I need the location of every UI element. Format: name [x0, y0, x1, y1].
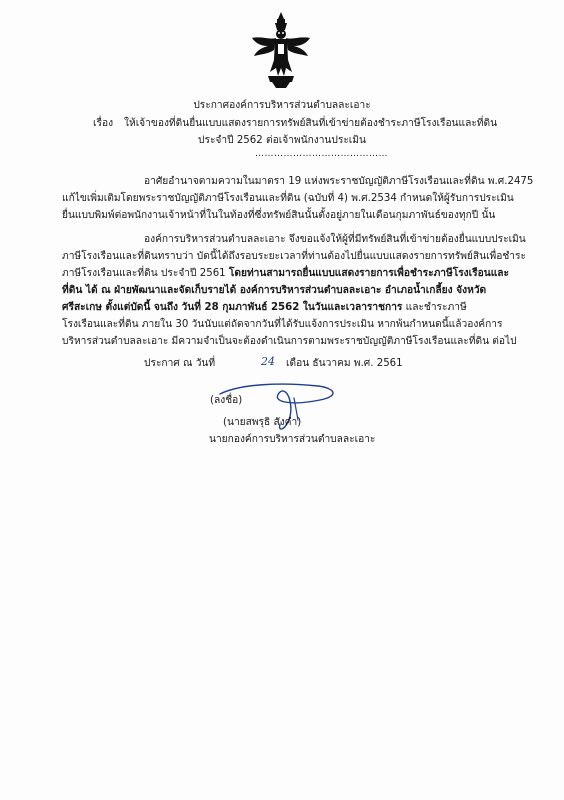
paragraph-2-line-5 [62, 301, 467, 314]
separator-dots: …………………………………… [255, 149, 388, 159]
announcement-title: ประกาศองค์การบริหารส่วนตำบลละเอาะ [193, 100, 371, 111]
fiscal-year-text: ภาษีโรงเรือนและที่ดิน ประจำปี 2561 [62, 268, 229, 279]
paragraph-2-line-3 [62, 267, 509, 280]
fiscal-year-line: ประจำปี 2562 ต่อเจ้าพนักงานประเมิน [198, 135, 366, 146]
paragraph-2-line-4: ที่ดิน ได้ ณ ฝ่ายพัฒนาและจัดเก็บรายได้ องค์การบริหารส่วนตำบลละเอาะ อำเภอน้ำเกลี้ยง จังหวัด [62, 285, 487, 296]
deadline-text: ศรีสะเกษ ตั้งแต่บัดนี้ จนถึง วันที่ 28 กุมภาพันธ์ 2562 ในวันและเวลาราชการ [62, 302, 403, 313]
paragraph-2-line-1: องค์การบริหารส่วนตำบลละเอาะ จึงขอแจ้งให้ผู้ที่มีทรัพย์สินที่เข้าข่ายต้องยื่นแบบประเมิน [144, 234, 526, 245]
paragraph-1-line-3: ยื่นแบบพิมพ์ต่อพนักงานเจ้าหน้าที่ในในท้องที่ซึ่งทรัพย์สินนั้นตั้งอยู่ภายในเดือนกุมภาพันธ์ของทุกปี นั้น [62, 210, 496, 221]
subject-text: ให้เจ้าของที่ดินยื่นแบบแสดงรายการทรัพย์สินที่เข้าข่ายต้องชำระภาษีโรงเรือนและที่ดิน [124, 118, 498, 129]
subject-label: เรื่อง [93, 118, 114, 129]
garuda-emblem-icon [248, 10, 314, 90]
paragraph-1-line-1: อาศัยอำนาจตามความในมาตรา 19 แห่งพระราชบัญญัติภาษีโรงเรือนและที่ดิน พ.ศ.2475 [144, 176, 534, 187]
signer-name: (นายสพรุธิ สังคำ) [223, 417, 302, 428]
paragraph-1-line-2: แก้ไขเพิ่มเติมโดยพระราชบัญญัติภาษีโรงเรือนและที่ดิน (ฉบับที่ 4) พ.ศ.2534 กำหนดให้ผู้รับการประเมิน [62, 193, 514, 204]
announce-date-prefix: ประกาศ ณ วันที่ [144, 358, 216, 369]
paragraph-2-line-6: โรงเรือนและที่ดิน ภายใน 30 วันนับแต่ถัดจากวันที่ได้รับแจ้งการประเมิน หากพ้นกำหนดนี้แล้วองค์การ [62, 319, 503, 330]
handwritten-signature [200, 378, 350, 438]
announce-date-suffix: เดือน ธันวาคม พ.ศ. 2561 [286, 358, 403, 369]
handwritten-day: 24 [261, 355, 275, 368]
signed-label: (ลงชื่อ) [210, 395, 243, 406]
paragraph-2-line-7: บริหารส่วนตำบลละเอาะ มีความจำเป็นจะต้องดำเนินการตามพระราชบัญญัติภาษีโรงเรือนและที่ดิน ต่อไป [62, 336, 517, 347]
paragraph-2-line-2: ภาษีโรงเรือนและที่ดินทราบว่า บัดนี้ได้ถึงรอบระยะเวลาที่ท่านต้องไปยื่นแบบแสดงรายการทรัพย์สินเพื่อชำระ [62, 251, 526, 262]
pay-tax-text: และชำระภาษี [402, 302, 467, 313]
bold-filing-text: โดยท่านสามารถยื่นแบบแสดงรายการเพื่อชำระภาษีโรงเรือนและ [228, 268, 509, 279]
signer-position: นายกองค์การบริหารส่วนตำบลละเอาะ [209, 434, 376, 445]
